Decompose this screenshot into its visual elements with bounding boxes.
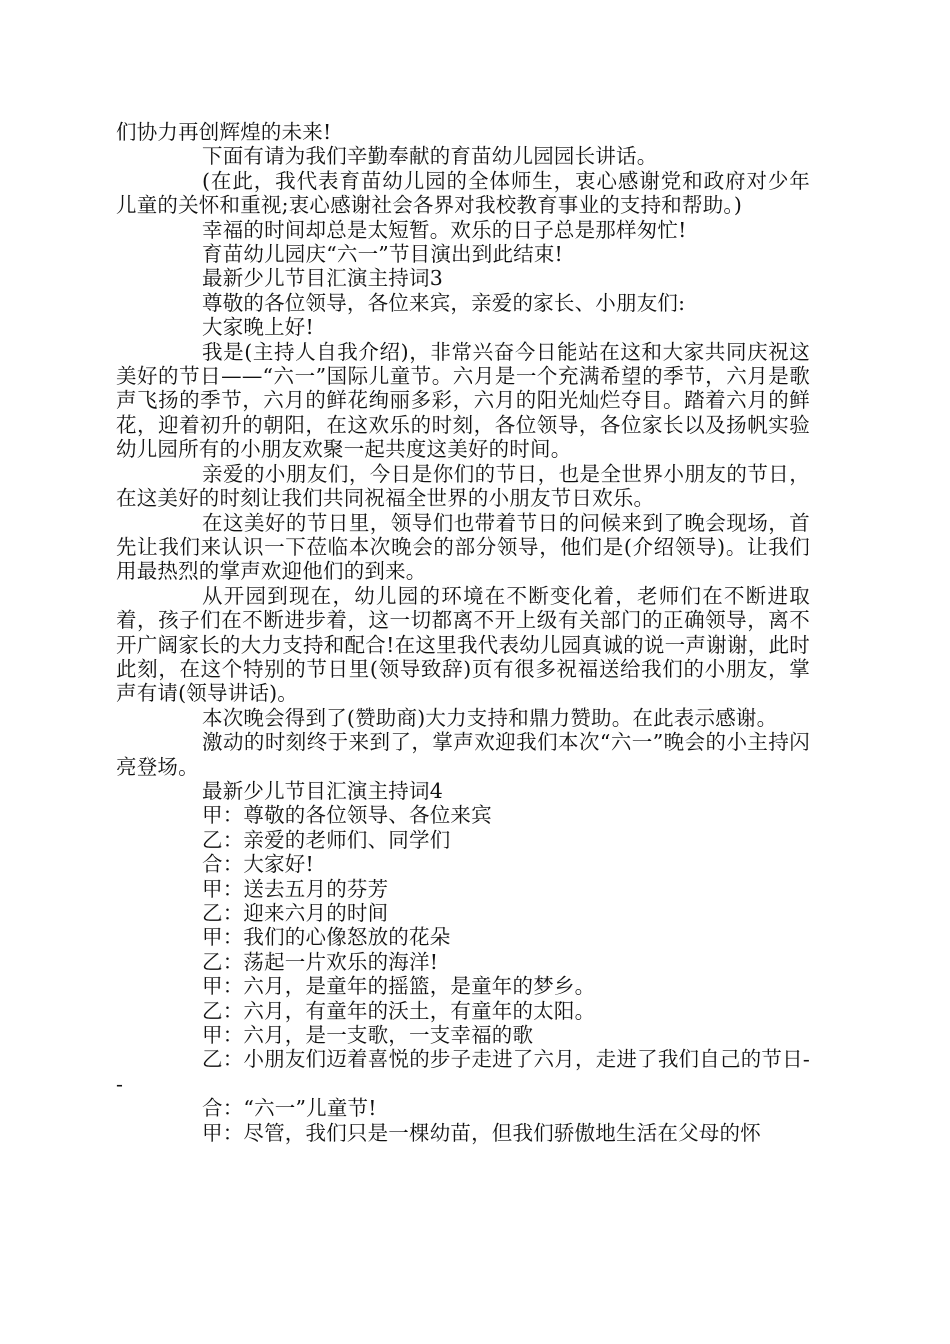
paragraph: 尊敬的各位领导，各位来宾，亲爱的家长、小朋友们:	[202, 290, 686, 315]
paragraph: (在此，我代表育苗幼儿园的全体师生，衷心感谢党和政府对少年儿童的关怀和重视;衷心感谢社会各界对我校教育事业的支持和帮助。)	[116, 168, 810, 218]
dialogue-line: 乙：迎来六月的时间	[202, 901, 389, 925]
dialogue-line: 乙：六月，有童年的沃土，有童年的太阳。	[202, 998, 596, 1023]
dialogue-line: 甲：送去五月的芬芳	[202, 876, 389, 901]
dialogue-line: 甲：尊敬的各位领导、各位来宾	[202, 803, 492, 828]
dialogue-line: 甲：尽管，我们只是一棵幼苗，但我们骄傲地生活在父母的怀	[202, 1120, 761, 1145]
dialogue-line: 甲：六月，是童年的摇篮，是童年的梦乡。	[202, 974, 596, 999]
paragraph: 本次晚会得到了(赞助商)大力支持和鼎力赞助。在此表示感谢。	[202, 705, 778, 730]
paragraph: 育苗幼儿园庆“六一”节目演出到此结束!	[202, 242, 563, 267]
dialogue-line: 合：“六一”儿童节!	[202, 1096, 377, 1121]
dialogue-line: 合：大家好!	[202, 852, 314, 877]
paragraph: 幸福的时间却总是太短暂。欢乐的日子总是那样匆忙!	[202, 217, 687, 242]
section-heading: 最新少儿节目汇演主持词3	[202, 266, 443, 291]
paragraph: 从开园到现在，幼儿园的环境在不断变化着，老师们在不断进取着，孩子们在不断进步着，这一切都离不开上级有关部门的正确领导，离不开广阔家长的大力支持和配合!在这里我代表幼儿园真诚的说一声谢谢，此时此刻，在这个特别的节日里(领导致辞)页有很多祝福送给我们的小朋友，掌声有请(领导讲话)。	[116, 583, 810, 706]
dialogue-line: 乙：小朋友们迈着喜悦的步子走进了六月，走进了我们自己的节日--	[116, 1047, 810, 1096]
dialogue-line: 乙：荡起一片欢乐的海洋!	[202, 949, 439, 974]
document-page	[116, 120, 810, 1145]
dialogue-line: 甲：我们的心像怒放的花朵	[202, 925, 451, 950]
paragraph: 在这美好的节日里，领导们也带着节日的问候来到了晚会现场，首先让我们来认识一下莅临本次晚会的部分领导，他们是(介绍领导)。让我们用最热烈的掌声欢迎他们的到来。	[116, 510, 810, 584]
paragraph: 下面有请为我们辛勤奉献的育苗幼儿园园长讲话。	[202, 144, 658, 169]
paragraph: 激动的时刻终于来到了，掌声欢迎我们本次“六一”晚会的小主持闪亮登场。	[116, 730, 810, 779]
paragraph: 大家晚上好!	[202, 315, 314, 340]
dialogue-line: 乙：亲爱的老师们、同学们	[202, 827, 451, 852]
paragraph: 我是(主持人自我介绍)，非常兴奋今日能站在这和大家共同庆祝这美好的节日——“六一”国际儿童节。六月是一个充满希望的季节，六月是歌声飞扬的季节，六月的鲜花绚丽多彩，六月的阳光灿烂夺目。踏着六月的鲜花，迎着初升的朝阳，在这欢乐的时刻，各位领导，各位家长以及扬帆实验幼儿园所有的小朋友欢聚一起共度这美好的时间。	[116, 339, 810, 462]
dialogue-line: 甲：六月，是一支歌，一支幸福的歌	[202, 1023, 534, 1048]
paragraph: 们协力再创辉煌的未来!	[116, 120, 332, 144]
section-heading: 最新少儿节目汇演主持词4	[202, 778, 443, 803]
paragraph: 亲爱的小朋友们，今日是你们的节日，也是全世界小朋友的节日，在这美好的时刻让我们共同祝福全世界的小朋友节日欢乐。	[116, 461, 810, 511]
